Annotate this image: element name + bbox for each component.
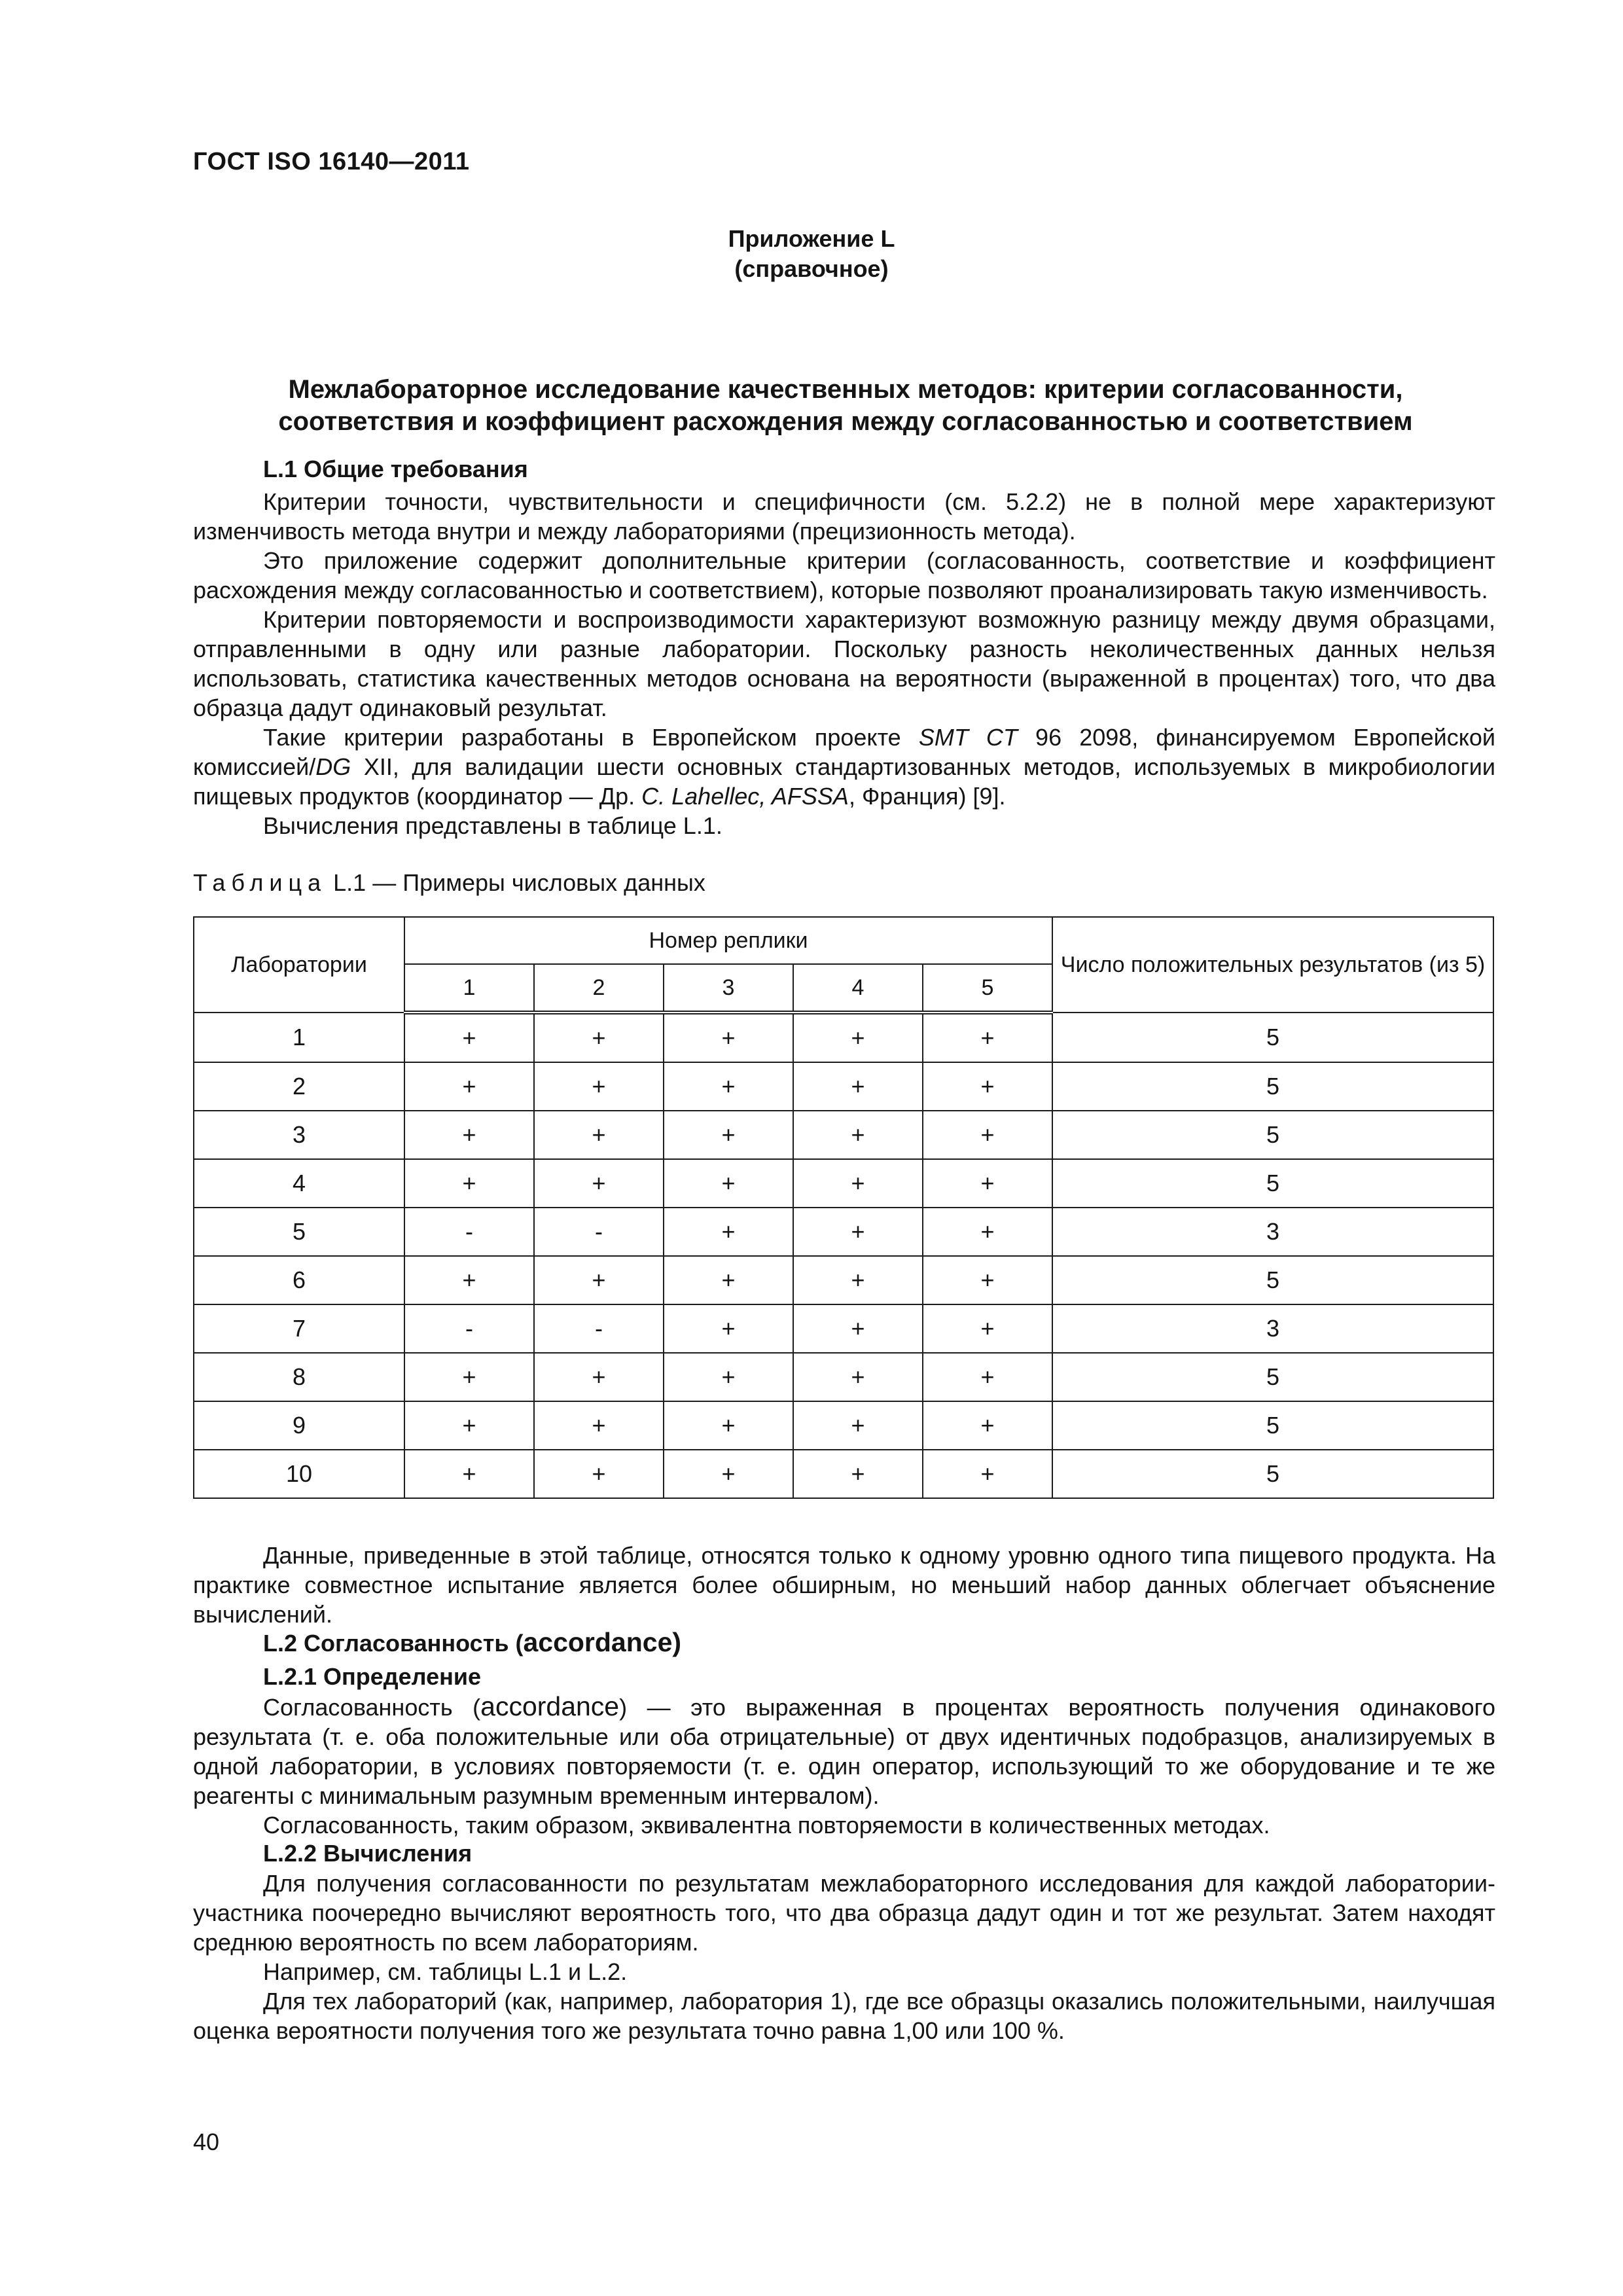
cell-replicate-result: + bbox=[404, 1256, 534, 1304]
text-run: ) — это выраженная в процентах вероятность получения одинакового результата (т. е. оба положительные или оба отрицательные) от двух идентичных подобразцов, анализируемых в одной лаборатории, в условиях повторяемости (т. е. один оператор, использующий то же оборудование и те же реагенты с минимальным разумным временным интервалом). bbox=[193, 1694, 1495, 1809]
italic-text-run: DG bbox=[315, 753, 351, 780]
table-caption-text: L.1 — Примеры числовых данных bbox=[327, 869, 705, 896]
cell-replicate-result: + bbox=[664, 1256, 793, 1304]
cell-replicate-result: + bbox=[664, 1159, 793, 1208]
text-run: Это приложение содержит дополнительные критерии (согласованность, соответствие и коэффициент расхождения между согласованностью и соответствием), которые позволяют проанализировать такую изменчивость. bbox=[193, 547, 1495, 603]
cell-replicate-result: + bbox=[404, 1013, 534, 1062]
cell-replicate-result: + bbox=[793, 1353, 923, 1401]
paragraph: Согласованность, таким образом, эквивалентна повторяемости в количественных методах. bbox=[263, 1812, 1270, 1839]
cell-positive-count: 3 bbox=[1052, 1208, 1493, 1256]
section-l2-2-heading: L.2.2 Вычисления bbox=[263, 1840, 473, 1867]
cell-positive-count: 5 bbox=[1052, 1353, 1493, 1401]
text-run: Такие критерии разработаны в Европейском проекте bbox=[263, 724, 919, 751]
text-run: Критерии точности, чувствительности и специфичности (см. 5.2.2) не в полной мере характеризуют изменчивость метода внутри и между лабораториями (прецизионность метода). bbox=[193, 488, 1495, 545]
cell-replicate-result: + bbox=[664, 1013, 793, 1062]
page-number: 40 bbox=[193, 2128, 220, 2155]
cell-replicate-result: + bbox=[404, 1401, 534, 1450]
cell-replicate-result: + bbox=[664, 1353, 793, 1401]
cell-replicate-result: + bbox=[793, 1304, 923, 1353]
cell-replicate-result: + bbox=[923, 1450, 1052, 1498]
cell-replicate-result: + bbox=[793, 1111, 923, 1159]
text-run: Вычисления представлены в таблице L.1. bbox=[263, 812, 722, 839]
section-l2-1-heading: L.2.1 Определение bbox=[263, 1663, 481, 1690]
annex-title-line-1: Межлабораторное исследование качественных методов: критерии согласованности, bbox=[288, 375, 1403, 404]
cell-positive-count: 5 bbox=[1052, 1111, 1493, 1159]
paragraph bbox=[193, 605, 1495, 723]
col-header-replicate: 4 bbox=[793, 964, 923, 1013]
section-l2-heading bbox=[263, 1628, 681, 1658]
cell-replicate-result: + bbox=[664, 1450, 793, 1498]
annex-label: Приложение L bbox=[728, 225, 895, 252]
term-accordance: accordance bbox=[480, 1691, 620, 1721]
paragraph bbox=[193, 1692, 1495, 1810]
table-row bbox=[194, 1353, 1493, 1401]
cell-positive-count: 5 bbox=[1052, 1062, 1493, 1111]
cell-replicate-result: + bbox=[404, 1159, 534, 1208]
cell-replicate-result: + bbox=[404, 1062, 534, 1111]
text-run: Критерии повторяемости и воспроизводимости характеризуют возможную разницу между двумя образцами, отправленными в одну или разные лаборатории. Поскольку разность неколичественных данных нельзя использовать, статистика качественных методов основана на вероятности (выраженной в процентах) того, что два образца дадут одинаковый результат. bbox=[193, 606, 1495, 721]
cell-lab: 2 bbox=[194, 1062, 404, 1111]
cell-replicate-result: + bbox=[534, 1256, 664, 1304]
annex-title bbox=[193, 374, 1498, 438]
cell-lab: 6 bbox=[194, 1256, 404, 1304]
cell-replicate-result: + bbox=[664, 1401, 793, 1450]
paragraph bbox=[193, 546, 1495, 605]
cell-replicate-result: + bbox=[923, 1013, 1052, 1062]
cell-positive-count: 5 bbox=[1052, 1013, 1493, 1062]
table-row bbox=[194, 1208, 1493, 1256]
cell-lab: 8 bbox=[194, 1353, 404, 1401]
cell-replicate-result: + bbox=[534, 1062, 664, 1111]
table-caption bbox=[193, 868, 705, 897]
table-row bbox=[194, 1062, 1493, 1111]
data-table bbox=[193, 916, 1494, 1499]
cell-replicate-result: + bbox=[923, 1256, 1052, 1304]
annex-status: (справочное) bbox=[734, 255, 889, 282]
cell-lab: 5 bbox=[194, 1208, 404, 1256]
cell-replicate-result: + bbox=[923, 1208, 1052, 1256]
annex-title-line-2: соответствия и коэффициент расхождения между согласованностью и соответствием bbox=[278, 407, 1413, 436]
col-header-labs: Лаборатории bbox=[194, 917, 404, 1013]
col-header-replicate: 3 bbox=[664, 964, 793, 1013]
cell-replicate-result: + bbox=[534, 1450, 664, 1498]
table-body bbox=[194, 1013, 1493, 1498]
cell-replicate-result: + bbox=[404, 1353, 534, 1401]
text-run: XII, для валидации шести основных стандартизованных методов, используемых в микробиологии пищевых продуктов (координатор — Др. bbox=[193, 753, 1495, 810]
paragraph bbox=[193, 487, 1495, 546]
table-row bbox=[194, 1401, 1493, 1450]
text-run: 96 2098, финансируемом Европейской комиссией/ bbox=[193, 724, 1496, 780]
cell-lab: 10 bbox=[194, 1450, 404, 1498]
col-header-replicate: 5 bbox=[923, 964, 1052, 1013]
cell-replicate-result: + bbox=[534, 1159, 664, 1208]
cell-replicate-result: - bbox=[404, 1304, 534, 1353]
table-row bbox=[194, 1450, 1493, 1498]
paragraph: Данные, приведенные в этой таблице, относятся только к одному уровню одного типа пищевого продукта. На практике совместное испытание является более обширным, но меньший набор данных облегчает объяснение вычислений. bbox=[193, 1542, 1495, 1628]
text-run: , Франция) [9]. bbox=[848, 783, 1006, 810]
cell-lab: 1 bbox=[194, 1013, 404, 1062]
cell-replicate-result: + bbox=[923, 1401, 1052, 1450]
cell-replicate-result: + bbox=[793, 1450, 923, 1498]
cell-replicate-result: + bbox=[923, 1353, 1052, 1401]
cell-lab: 3 bbox=[194, 1111, 404, 1159]
running-header: ГОСТ ISO 16140—2011 bbox=[193, 148, 470, 175]
cell-positive-count: 3 bbox=[1052, 1304, 1493, 1353]
table-caption-prefix: Таблица bbox=[193, 869, 327, 896]
cell-positive-count: 5 bbox=[1052, 1450, 1493, 1498]
cell-replicate-result: + bbox=[793, 1208, 923, 1256]
annex-label-block bbox=[0, 224, 1623, 284]
cell-replicate-result: + bbox=[404, 1111, 534, 1159]
cell-replicate-result: + bbox=[664, 1208, 793, 1256]
cell-lab: 9 bbox=[194, 1401, 404, 1450]
table-row bbox=[194, 1013, 1493, 1062]
italic-text-run: SMT CT bbox=[918, 724, 1018, 751]
cell-replicate-result: - bbox=[534, 1208, 664, 1256]
cell-positive-count: 5 bbox=[1052, 1256, 1493, 1304]
cell-replicate-result: + bbox=[793, 1256, 923, 1304]
cell-positive-count: 5 bbox=[1052, 1159, 1493, 1208]
section-l2-2-body bbox=[193, 1869, 1495, 2045]
paragraph: Для тех лабораторий (как, например, лаборатория 1), где все образцы оказались положительными, наилучшая оценка вероятности получения того же результата точно равна 1,00 или 100 %. bbox=[193, 1988, 1495, 2044]
cell-replicate-result: + bbox=[404, 1450, 534, 1498]
cell-replicate-result: + bbox=[664, 1062, 793, 1111]
paragraph bbox=[193, 811, 1495, 840]
cell-lab: 4 bbox=[194, 1159, 404, 1208]
cell-replicate-result: + bbox=[534, 1111, 664, 1159]
cell-replicate-result: + bbox=[923, 1304, 1052, 1353]
cell-positive-count: 5 bbox=[1052, 1401, 1493, 1450]
cell-replicate-result: + bbox=[664, 1304, 793, 1353]
cell-lab: 7 bbox=[194, 1304, 404, 1353]
col-header-replicate-group: Номер реплики bbox=[404, 917, 1052, 964]
table-header-row bbox=[194, 917, 1493, 964]
section-l1-heading: L.1 Общие требования bbox=[263, 456, 528, 482]
section-l1-body bbox=[193, 487, 1495, 840]
text-run: Согласованность ( bbox=[263, 1694, 481, 1721]
paragraph bbox=[193, 723, 1495, 811]
cell-replicate-result: + bbox=[793, 1062, 923, 1111]
table-row bbox=[194, 1159, 1493, 1208]
cell-replicate-result: + bbox=[793, 1013, 923, 1062]
section-l2-heading-term: accordance bbox=[523, 1627, 673, 1657]
cell-replicate-result: + bbox=[923, 1062, 1052, 1111]
section-l2-heading-text: L.2 Согласованность ( bbox=[263, 1630, 524, 1657]
col-header-positive-count: Число положительных результатов (из 5) bbox=[1052, 917, 1493, 1013]
cell-replicate-result: + bbox=[534, 1353, 664, 1401]
table-row bbox=[194, 1256, 1493, 1304]
col-header-replicate: 1 bbox=[404, 964, 534, 1013]
after-table-body bbox=[193, 1541, 1495, 1629]
cell-replicate-result: + bbox=[793, 1159, 923, 1208]
paragraph: Например, см. таблицы L.1 и L.2. bbox=[263, 1958, 628, 1985]
cell-replicate-result: - bbox=[534, 1304, 664, 1353]
table-row bbox=[194, 1111, 1493, 1159]
section-l2-1-body bbox=[193, 1692, 1495, 1840]
cell-replicate-result: + bbox=[664, 1111, 793, 1159]
cell-replicate-result: + bbox=[793, 1401, 923, 1450]
paragraph: Для получения согласованности по результатам межлабораторного исследования для каждой лаборатории-участника поочередно вычисляют вероятность того, что два образца дадут один и тот же результат. Затем находят среднюю вероятность по всем лабораториям. bbox=[193, 1870, 1495, 1956]
cell-replicate-result: - bbox=[404, 1208, 534, 1256]
cell-replicate-result: + bbox=[923, 1159, 1052, 1208]
italic-text-run: C. Lahellec, AFSSA bbox=[641, 783, 849, 810]
cell-replicate-result: + bbox=[923, 1111, 1052, 1159]
section-l2-heading-close: ) bbox=[672, 1627, 682, 1657]
table-row bbox=[194, 1304, 1493, 1353]
col-header-replicate: 2 bbox=[534, 964, 664, 1013]
cell-replicate-result: + bbox=[534, 1401, 664, 1450]
cell-replicate-result: + bbox=[534, 1013, 664, 1062]
